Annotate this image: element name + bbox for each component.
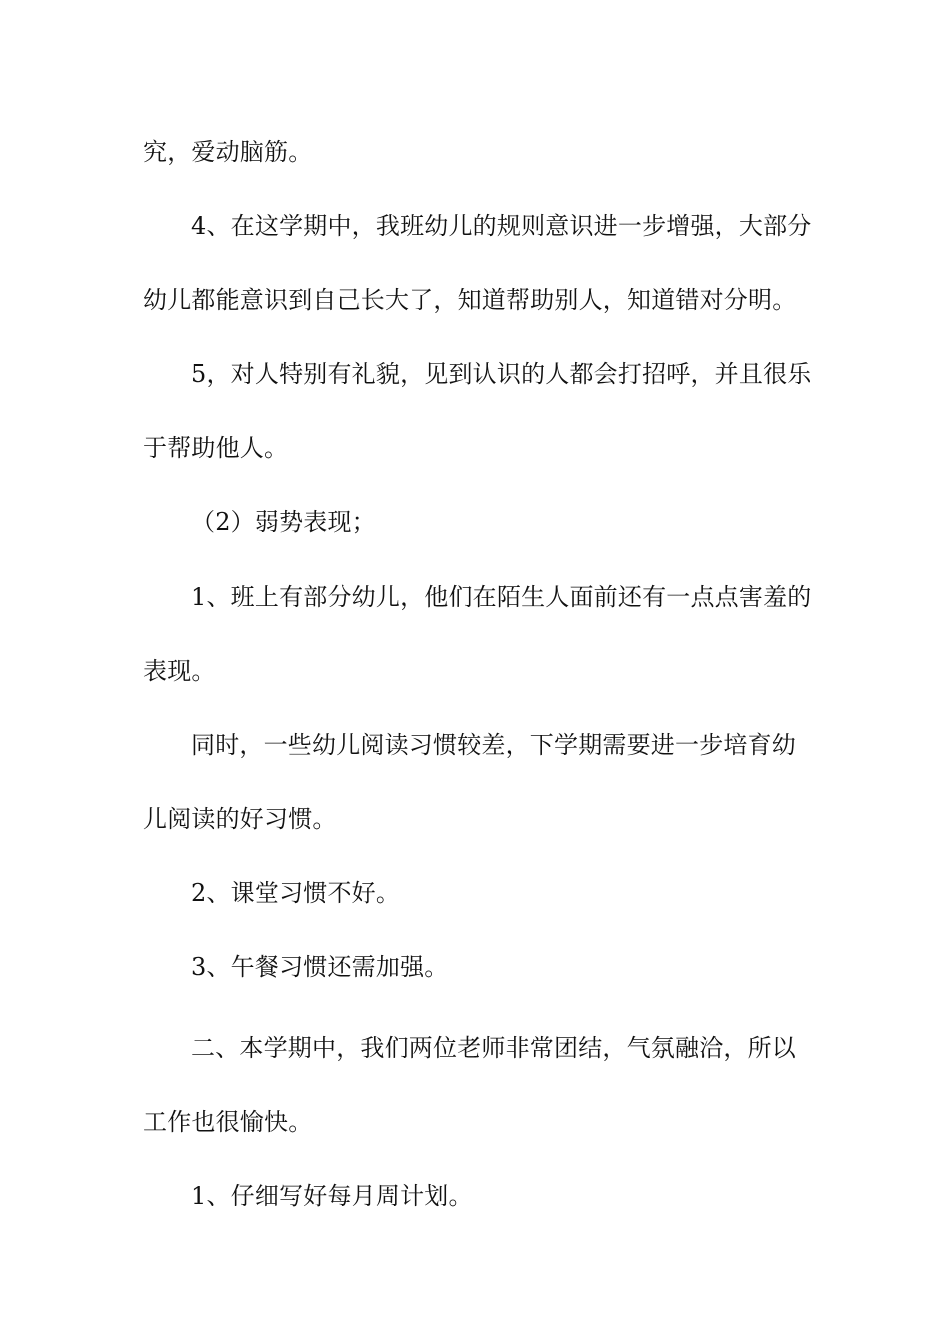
text-line: 同时，一些幼儿阅读习惯较差，下学期需要进一步培育幼 <box>191 731 796 759</box>
text-line: 1、班上有部分幼儿，他们在陌生人面前还有一点点害羞的 <box>191 583 812 611</box>
text-line: 4、在这学期中，我班幼儿的规则意识进一步增强，大部分 <box>191 212 812 240</box>
text-line: 3、午餐习惯还需加强。 <box>191 953 449 981</box>
text-line: 1、仔细写好每月周计划。 <box>191 1182 473 1210</box>
text-line: 究，爱动脑筋。 <box>143 138 313 166</box>
text-line: 2、课堂习惯不好。 <box>191 879 401 907</box>
text-line: 二、本学期中，我们两位老师非常团结，气氛融洽，所以 <box>191 1034 796 1062</box>
text-line: 工作也很愉快。 <box>143 1108 313 1136</box>
text-line: 于帮助他人。 <box>143 434 289 462</box>
text-line: 5，对人特别有礼貌，见到认识的人都会打招呼，并且很乐 <box>191 360 812 388</box>
text-line: 儿阅读的好习惯。 <box>143 805 337 833</box>
text-line: 幼儿都能意识到自己长大了，知道帮助别人，知道错对分明。 <box>143 286 797 314</box>
text-line: 表现。 <box>143 657 216 685</box>
section-heading: （2）弱势表现； <box>191 508 376 536</box>
